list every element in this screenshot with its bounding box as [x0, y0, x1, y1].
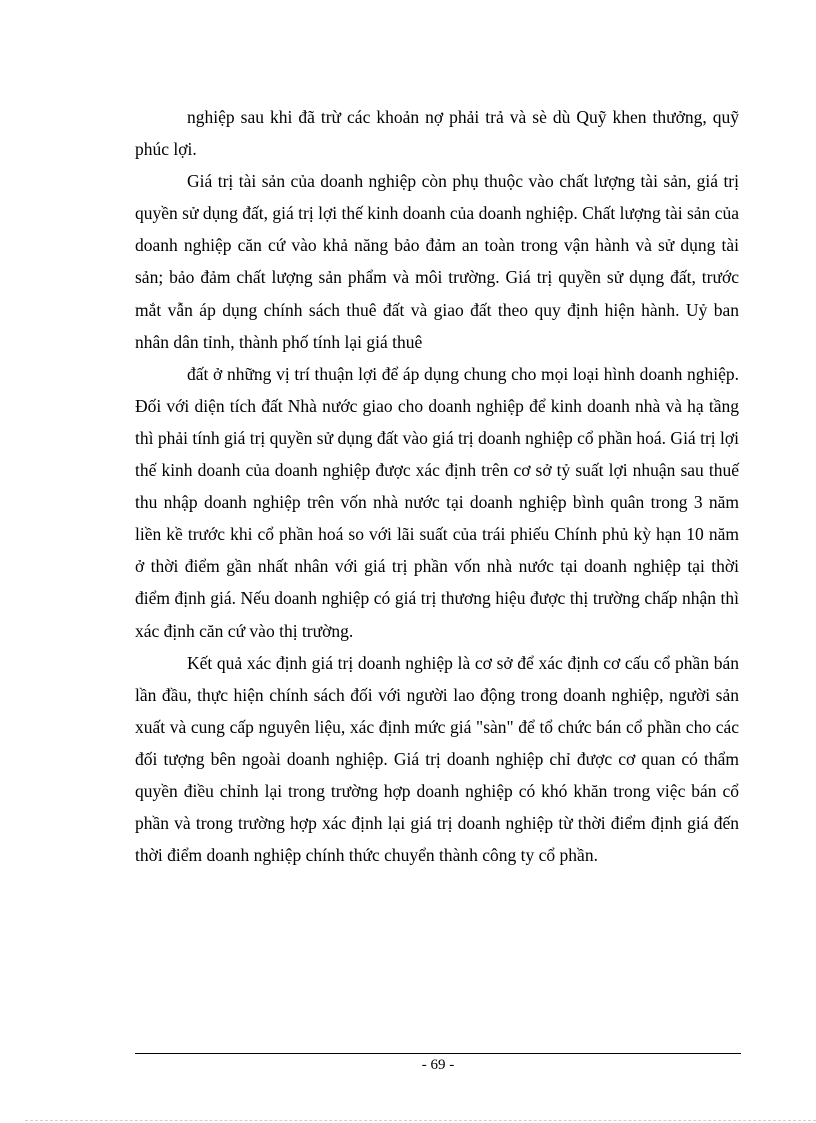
paragraph-3: đất ở những vị trí thuận lợi để áp dụng chung cho mọi loại hình doanh nghiệp. Đối với diện tích đất Nhà nước giao cho doanh nghiệp để kinh doanh nhà và hạ tầng thì phải tính giá trị quyền sử dụng đất vào giá trị doanh nghiệp cổ phần hoá. Giá trị lợi thế kinh doanh của doanh nghiệp được xác định trên cơ sở tỷ suất lợi nhuận sau thuế thu nhập doanh nghiệp trên vốn nhà nước tại doanh nghiệp bình quân trong 3 năm liền kề trước khi cổ phần hoá so với lãi suất của trái phiếu Chính phủ kỳ hạn 10 năm ở thời điểm gần nhất nhân với giá trị phần vốn nhà nước tại doanh nghiệp tại thời điểm định giá. Nếu doanh nghiệp có giá trị thương hiệu được thị trường chấp nhận thì xác định căn cứ vào thị trường. — [135, 363, 739, 641]
page-edge-divider — [25, 1120, 816, 1121]
body-text — [135, 101, 739, 871]
footer-divider — [135, 1053, 741, 1054]
page-number: - 69 - — [421, 1057, 455, 1073]
paragraph-2: Giá trị tài sản của doanh nghiệp còn phụ thuộc vào chất lượng tài sản, giá trị quyền sử dụng đất, giá trị lợi thế kinh doanh của doanh nghiệp. Chất lượng tài sản của doanh nghiệp căn cứ vào khả năng bảo đảm an toàn trong vận hành và sử dụng tài sản; bảo đảm chất lượng sản phẩm và môi trường. Giá trị quyền sử dụng đất, trước mắt vẫn áp dụng chính sách thuê đất và giao đất theo quy định hiện hành. Uỷ ban nhân dân tỉnh, thành phố tính lại giá thuê — [135, 171, 739, 352]
paragraph-4: Kết quả xác định giá trị doanh nghiệp là cơ sở để xác định cơ cấu cổ phần bán lần đầu, thực hiện chính sách đối với người lao động trong doanh nghiệp, người sản xuất và cung cấp nguyên liệu, xác định mức giá "sàn" để tổ chức bán cổ phần cho các đối tượng bên ngoài doanh nghiệp. Giá trị doanh nghiệp chỉ được cơ quan có thẩm quyền điều chỉnh lại trong trường hợp doanh nghiệp có khó khăn trong việc bán cổ phần và trong trường hợp xác định lại giá trị doanh nghiệp từ thời điểm định giá đến thời điểm doanh nghiệp chính thức chuyển thành công ty cổ phần. — [135, 652, 739, 866]
paragraph-1: nghiệp sau khi đã trừ các khoản nợ phải trả và sè dù Quỹ khen thưởng, quỹ phúc lợi. — [135, 107, 739, 160]
